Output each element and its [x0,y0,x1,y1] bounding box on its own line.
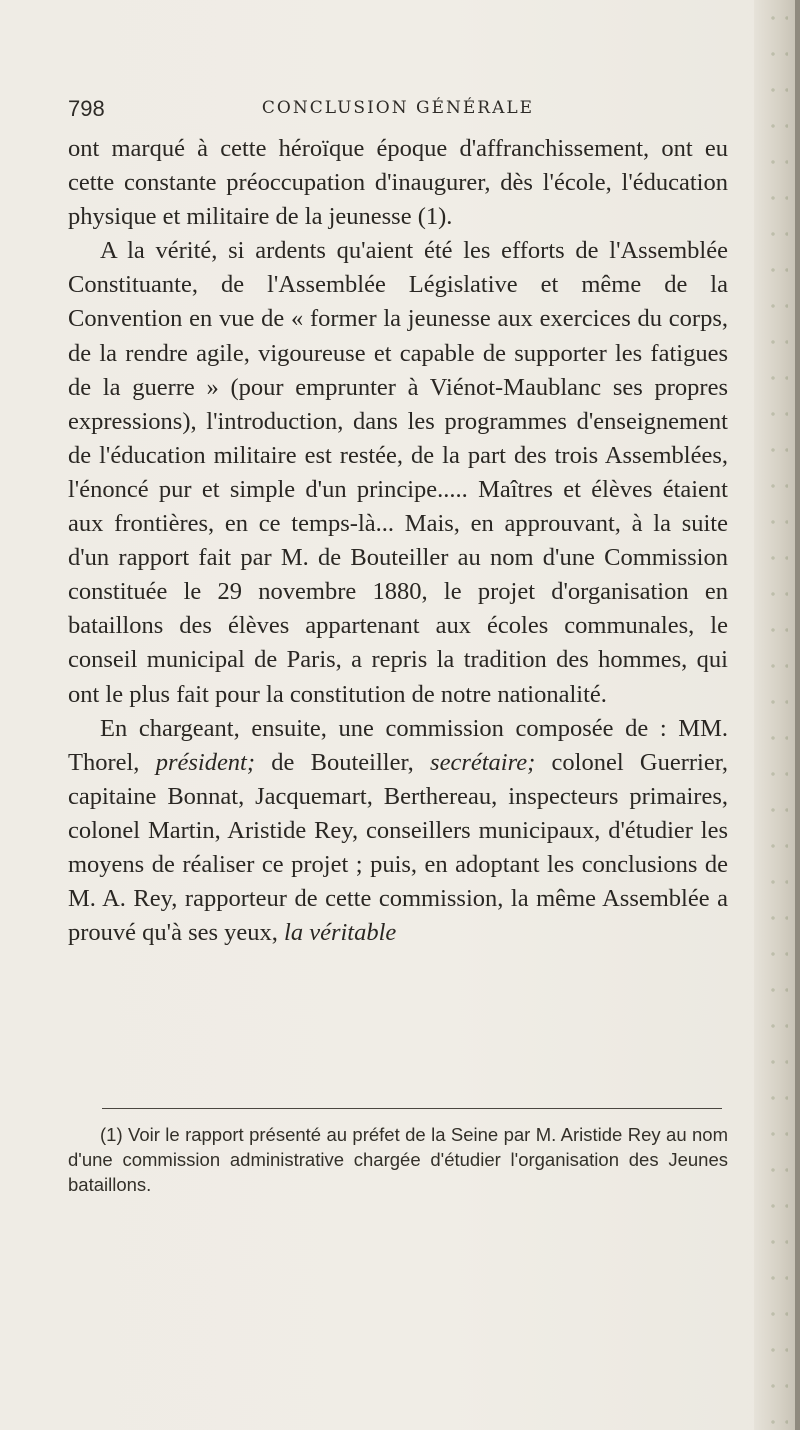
running-title: CONCLUSION GÉNÉRALE [261,98,535,118]
paragraph-3-part-a: En chargeant, ensuite, une commission composée de : MM. Thorel, [68,714,728,776]
paragraph-1: ont marqué à cette héroïque époque d'affranchissement, ont eu cette constante préoccupation d'inaugurer, dès l'école, l'éducation physique et militaire de la jeunesse (1). [68,135,728,231]
book-spine-edge [754,0,800,1430]
italic-president: président; [155,748,256,776]
paragraph-3 [68,712,728,951]
spine-texture [766,0,788,1430]
page-number: 798 [68,96,105,121]
main-text [68,132,728,950]
paragraph-3-part-c: colonel Guerrier, capitaine Bonnat, Jacquemart, Berthereau, inspecteurs primaires, colonel Martin, Aristide Rey, conseillers municipaux, d'étudier les moyens de réaliser ce projet ; puis, en adoptant les conclusions de M. A. Rey, rapporteur de cette commission, la même Assemblée a prouvé qu'à ses yeux, [68,748,729,947]
footnote [68,1122,728,1197]
italic-secretaire: secrétaire; [430,748,536,776]
paragraph-2: A la vérité, si ardents qu'aient été les efforts de l'Assemblée Constituante, de l'Assemblée Législative et même de la Convention en vue de « former la jeunesse aux exercices du corps, de la rendre agile, vigoureuse et capable de supporter les fatigues de la guerre » (pour emprunter à Viénot-Maublanc ses propres expressions), l'introduction, dans les programmes d'enseignement de l'éducation militaire est restée, de la part des trois Assemblées, l'énoncé pur et simple d'un principe..... Maîtres et élèves étaient aux frontières, en ce temps-là... Mais, en approuvant, à la suite d'un rapport fait par M. de Bouteiller au nom d'une Commission constituée le 29 novembre 1880, le projet d'organisation en bataillons des élèves appartenant aux écoles communales, le conseil municipal de Paris, a repris la tradition des hommes, qui ont le plus fait pour la constitution de notre nationalité. [68,237,728,708]
page-header [68,96,728,126]
footnote-text: (1) Voir le rapport présenté au préfet de la Seine par M. Aristide Rey au nom d'une commission administrative chargée d'étudier l'organisation des Jeunes bataillons. [68,1124,728,1195]
spine-shadow [795,0,800,1430]
italic-veritable: la véritable [284,919,397,947]
footnote-rule [102,1108,722,1109]
paragraph-3-part-b: de Bouteiller, [255,748,431,776]
